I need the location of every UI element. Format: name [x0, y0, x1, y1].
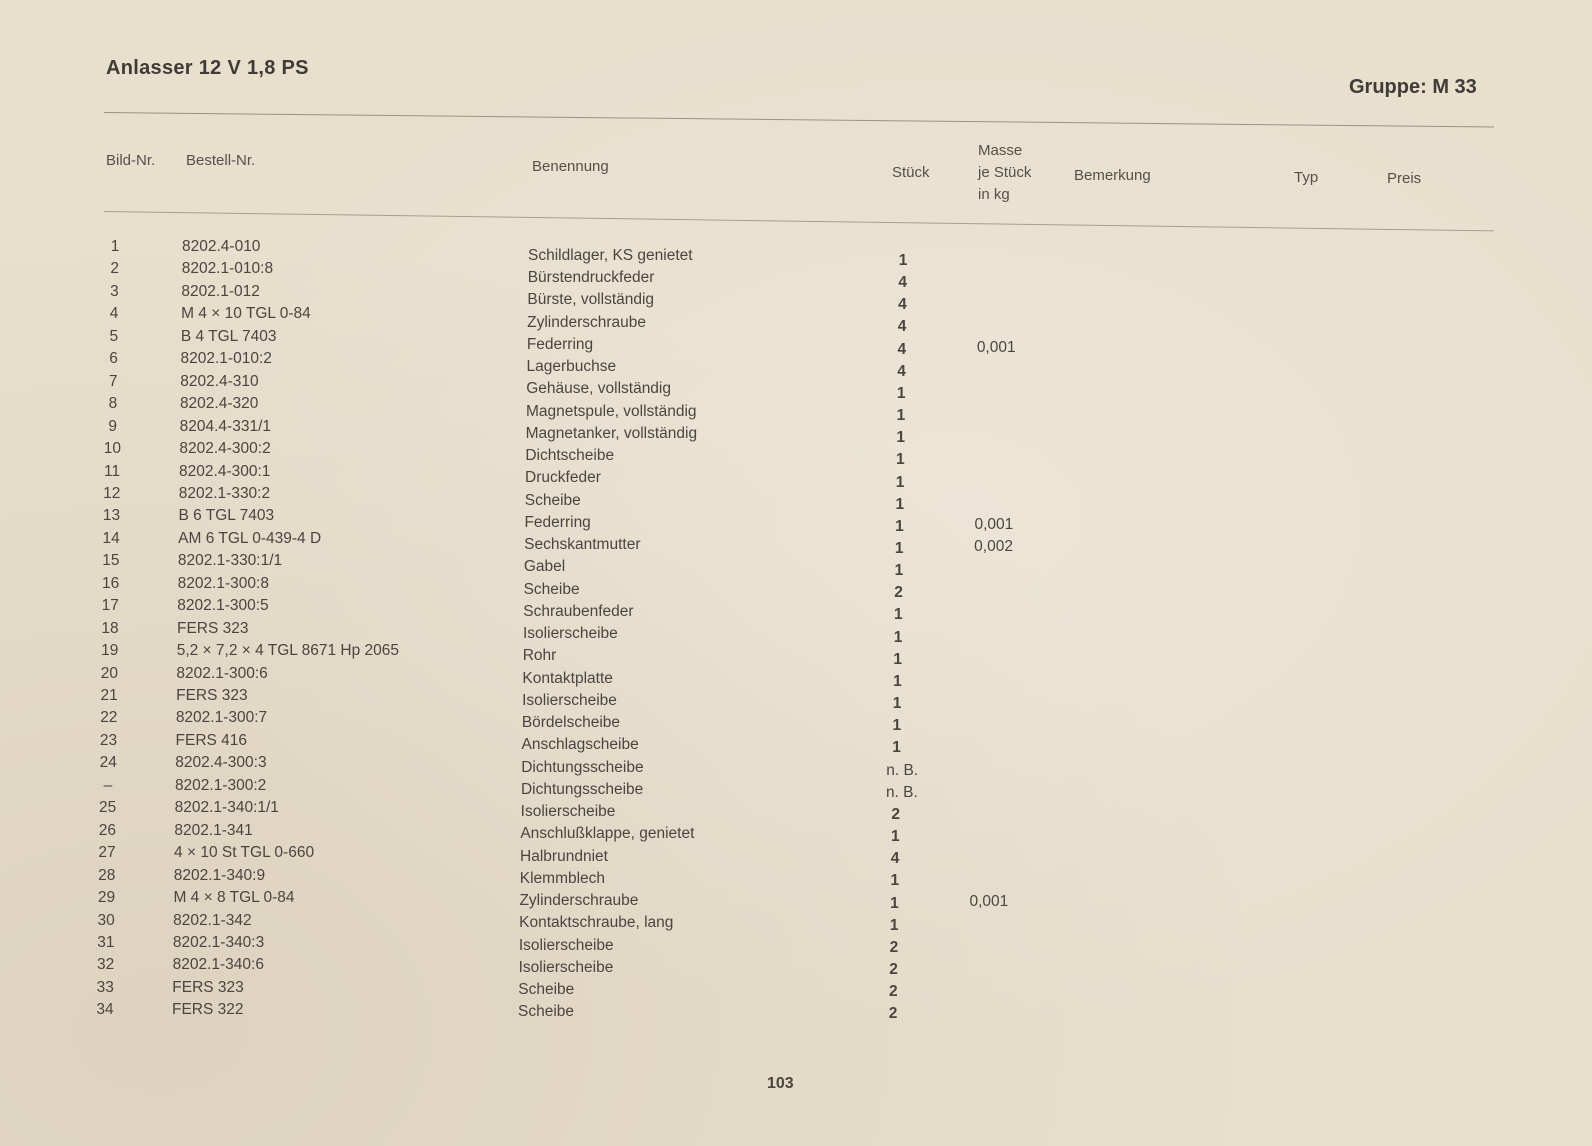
row-bild-nr: 5 — [109, 327, 119, 345]
row-bestell-nr: 8202.1-010:8 — [181, 260, 274, 278]
row-benennung: Magnetanker, vollständig — [525, 424, 698, 442]
table-row — [0, 932, 1592, 954]
row-benennung: Isolierscheibe — [518, 936, 614, 954]
row-benennung: Scheibe — [523, 580, 580, 598]
row-bild-nr: 15 — [102, 552, 120, 570]
row-stueck: 1 — [892, 695, 902, 713]
row-benennung: Zylinderschraube — [519, 892, 639, 910]
row-bestell-nr: 4 × 10 St TGL 0-660 — [174, 844, 315, 862]
column-header-preis: Preis — [1387, 170, 1422, 187]
row-bestell-nr: 8202.1-300:8 — [177, 574, 269, 592]
row-benennung: Kontaktschraube, lang — [519, 914, 674, 932]
row-benennung: Isolierscheibe — [523, 625, 618, 643]
row-benennung: Anschlagscheibe — [521, 736, 639, 754]
table-row — [0, 438, 1592, 469]
row-bestell-nr: 8202.1-330:1/1 — [177, 552, 283, 570]
table-row — [0, 865, 1592, 890]
row-stueck: 1 — [892, 717, 902, 735]
row-bild-nr: 19 — [101, 642, 119, 660]
table-row — [0, 640, 1592, 668]
row-benennung: Rohr — [522, 647, 557, 665]
row-bestell-nr: FERS 416 — [175, 731, 248, 749]
row-stueck: 2 — [894, 584, 903, 602]
row-stueck: 1 — [894, 562, 904, 580]
row-bestell-nr: 8202.4-300:2 — [179, 440, 271, 458]
row-bestell-nr: FERS 323 — [177, 619, 249, 637]
table-row — [0, 371, 1592, 402]
column-header-masse-line2: je Stück — [978, 164, 1032, 181]
row-bestell-nr: 8202.1-300:2 — [174, 776, 267, 794]
group-label: Gruppe: M 33 — [1349, 76, 1477, 98]
column-header-stueck: Stück — [892, 164, 930, 181]
row-bestell-nr: 8202.1-340:9 — [173, 866, 266, 884]
row-bild-nr: 7 — [108, 372, 118, 390]
row-benennung: Gabel — [523, 558, 566, 576]
table-row — [0, 595, 1592, 624]
row-stueck: 1 — [890, 872, 900, 890]
row-stueck: 1 — [895, 517, 904, 535]
row-bestell-nr: 8202.1-300:6 — [176, 664, 268, 682]
row-bild-nr: – — [103, 776, 113, 794]
row-bild-nr: 18 — [101, 619, 119, 637]
row-bild-nr: 27 — [98, 844, 116, 862]
column-header-bestell-nr: Bestell-Nr. — [186, 152, 256, 169]
table-row — [0, 483, 1592, 513]
row-bild-nr: 8 — [108, 395, 118, 413]
row-bild-nr: 28 — [98, 866, 116, 884]
row-masse: 0,001 — [969, 892, 1009, 910]
row-benennung: Federring — [524, 513, 591, 531]
row-bestell-nr: FERS 323 — [176, 687, 248, 704]
row-bestell-nr: FERS 322 — [172, 1001, 244, 1019]
table-row — [0, 977, 1592, 999]
row-stueck: 1 — [896, 429, 905, 447]
row-bild-nr: 21 — [100, 687, 118, 704]
row-bild-nr: 30 — [97, 911, 115, 929]
row-stueck: 2 — [888, 1005, 898, 1023]
row-stueck: 4 — [890, 850, 900, 868]
row-bild-nr: 33 — [96, 978, 114, 996]
column-header-masse — [978, 140, 1031, 206]
row-stueck: 1 — [890, 894, 899, 912]
row-benennung: Isolierscheibe — [522, 691, 617, 709]
table-row — [0, 752, 1592, 779]
row-stueck: 1 — [896, 384, 906, 402]
row-benennung: Federring — [526, 335, 594, 353]
table-row — [0, 999, 1592, 1021]
page-number: 103 — [767, 1075, 794, 1092]
row-stueck: n. B. — [885, 783, 918, 801]
row-benennung: Isolierscheibe — [518, 958, 614, 976]
table-row — [0, 707, 1592, 735]
row-benennung: Klemmblech — [519, 869, 606, 887]
row-bestell-nr: 8202.1-342 — [173, 911, 252, 929]
table-row — [0, 573, 1592, 602]
row-bestell-nr: 8202.4-320 — [179, 395, 259, 413]
row-stueck: 2 — [889, 938, 899, 956]
table-row — [0, 663, 1592, 690]
row-stueck: 2 — [889, 960, 898, 978]
row-bild-nr: 3 — [110, 282, 119, 300]
row-stueck: 4 — [897, 318, 907, 336]
row-benennung: Zylinderschraube — [527, 313, 647, 331]
row-benennung: Bördelscheibe — [521, 714, 621, 732]
row-bild-nr: 10 — [103, 440, 121, 458]
row-bestell-nr: 5,2 × 7,2 × 4 TGL 8671 Hp 2065 — [176, 642, 400, 660]
row-stueck: n. B. — [886, 761, 919, 779]
row-benennung: Scheibe — [518, 981, 575, 999]
row-benennung: Gehäuse, vollständig — [526, 380, 671, 398]
row-stueck: 1 — [893, 628, 903, 646]
row-stueck: 4 — [897, 362, 906, 380]
row-bild-nr: 23 — [99, 731, 118, 749]
row-benennung: Druckfeder — [525, 469, 601, 487]
row-benennung: Dichtungsscheibe — [520, 780, 644, 798]
row-stueck: 1 — [891, 828, 900, 846]
row-benennung: Dichtungsscheibe — [521, 758, 644, 776]
table-row — [0, 730, 1592, 757]
row-stueck: 2 — [888, 983, 898, 1001]
row-stueck: 1 — [893, 650, 903, 668]
row-benennung: Schildlager, KS genietet — [528, 247, 693, 264]
table-row — [0, 326, 1592, 358]
row-bild-nr: 26 — [98, 821, 116, 839]
row-bild-nr: 2 — [110, 260, 120, 278]
table-row — [0, 505, 1592, 535]
table-row — [0, 416, 1592, 447]
row-bild-nr: 13 — [102, 507, 121, 525]
row-stueck: 1 — [894, 540, 904, 558]
row-stueck: 4 — [898, 296, 907, 314]
table-row — [0, 393, 1592, 425]
header-top-rule — [104, 112, 1494, 128]
table-row — [0, 820, 1592, 846]
row-stueck: 1 — [893, 672, 902, 690]
table-row — [0, 954, 1592, 976]
row-bestell-nr: 8204.4-331/1 — [179, 417, 271, 435]
column-header-bemerkung: Bemerkung — [1074, 167, 1151, 184]
row-bestell-nr: AM 6 TGL 0-439-4 D — [178, 529, 322, 547]
row-bestell-nr: 8202.4-310 — [180, 372, 259, 390]
row-bestell-nr: M 4 × 8 TGL 0-84 — [173, 889, 295, 907]
column-header-bild-nr: Bild-Nr. — [106, 152, 156, 169]
row-bild-nr: 11 — [104, 462, 121, 480]
row-bestell-nr: 8202.1-330:2 — [178, 484, 271, 502]
row-stueck: 1 — [898, 252, 908, 269]
row-stueck: 1 — [893, 606, 903, 624]
row-stueck: 2 — [891, 805, 900, 823]
row-benennung: Kontaktplatte — [522, 669, 613, 687]
row-stueck: 4 — [897, 340, 907, 358]
row-bild-nr: 25 — [99, 799, 117, 817]
table-row — [0, 910, 1592, 932]
row-benennung: Lagerbuchse — [526, 358, 617, 376]
row-benennung: Anschlußklappe, genietet — [520, 825, 695, 843]
row-bestell-nr: 8202.1-010:2 — [180, 350, 272, 368]
row-bestell-nr: 8202.1-340:1/1 — [174, 799, 279, 817]
row-bild-nr: 22 — [100, 709, 118, 727]
row-stueck: 1 — [889, 916, 899, 934]
row-stueck: 4 — [898, 274, 908, 292]
row-bestell-nr: 8202.4-010 — [182, 238, 261, 255]
table-row — [0, 528, 1592, 558]
row-benennung: Sechskantmutter — [524, 536, 641, 554]
row-bestell-nr: 8202.4-300:3 — [175, 754, 267, 772]
row-bild-nr: 20 — [100, 664, 119, 682]
row-bild-nr: 1 — [110, 238, 120, 255]
row-stueck: 1 — [892, 739, 901, 757]
column-header-masse-line3: in kg — [978, 186, 1010, 203]
row-bestell-nr: FERS 323 — [172, 978, 244, 996]
row-masse: 0,001 — [976, 338, 1016, 356]
row-benennung: Bürste, vollständig — [527, 291, 655, 309]
header-bottom-rule — [104, 211, 1494, 231]
column-header-benennung: Benennung — [532, 158, 609, 175]
table-row — [0, 550, 1592, 580]
row-bestell-nr: 8202.1-341 — [174, 821, 253, 839]
row-bild-nr: 9 — [108, 417, 117, 435]
row-benennung: Magnetspule, vollständig — [525, 402, 697, 420]
row-stueck: 1 — [896, 407, 906, 425]
row-bestell-nr: M 4 × 10 TGL 0-84 — [181, 305, 311, 323]
row-stueck: 1 — [895, 495, 905, 513]
row-masse: 0,001 — [974, 515, 1014, 533]
table-row — [0, 842, 1592, 868]
row-bestell-nr: 8202.1-340:6 — [172, 956, 264, 974]
column-header-masse-line1: Masse — [978, 142, 1023, 159]
row-benennung: Halbrundniet — [520, 847, 608, 865]
row-bild-nr: 4 — [109, 305, 119, 323]
row-bestell-nr: 8202.1-012 — [181, 282, 260, 300]
row-bestell-nr: 8202.4-300:1 — [179, 462, 271, 480]
row-benennung: Scheibe — [518, 1003, 575, 1021]
row-bild-nr: 16 — [101, 574, 120, 592]
column-header-typ: Typ — [1294, 169, 1319, 186]
row-bild-nr: 29 — [97, 889, 116, 907]
row-stueck: 1 — [896, 451, 905, 469]
row-bild-nr: 32 — [96, 956, 115, 974]
row-bestell-nr: 8202.1-300:7 — [175, 709, 268, 727]
row-benennung: Bürstendruckfeder — [527, 269, 655, 287]
row-bestell-nr: 8202.1-340:3 — [172, 933, 265, 951]
row-bild-nr: 14 — [102, 529, 120, 547]
row-bild-nr: 24 — [99, 754, 117, 772]
row-bestell-nr: 8202.1-300:5 — [177, 597, 269, 615]
row-benennung: Schraubenfeder — [523, 602, 634, 620]
table-row — [0, 348, 1592, 380]
table-row — [0, 775, 1592, 801]
row-benennung: Scheibe — [524, 491, 581, 509]
row-bestell-nr: B 4 TGL 7403 — [180, 327, 277, 345]
row-benennung: Dichtscheibe — [525, 447, 615, 465]
table-row — [0, 685, 1592, 713]
row-bild-nr: 6 — [109, 350, 118, 368]
page-title: Anlasser 12 V 1,8 PS — [106, 57, 309, 79]
row-bild-nr: 34 — [96, 1001, 114, 1019]
table-row — [0, 461, 1592, 491]
row-bild-nr: 12 — [103, 484, 121, 502]
table-row — [0, 797, 1592, 823]
row-bild-nr: 31 — [97, 933, 115, 951]
row-bild-nr: 17 — [101, 597, 119, 615]
row-bestell-nr: B 6 TGL 7403 — [178, 507, 275, 525]
row-masse: 0,002 — [974, 538, 1013, 556]
table-row — [0, 618, 1592, 646]
table-row — [0, 887, 1592, 912]
row-benennung: Isolierscheibe — [520, 803, 616, 821]
row-stueck: 1 — [895, 473, 905, 491]
